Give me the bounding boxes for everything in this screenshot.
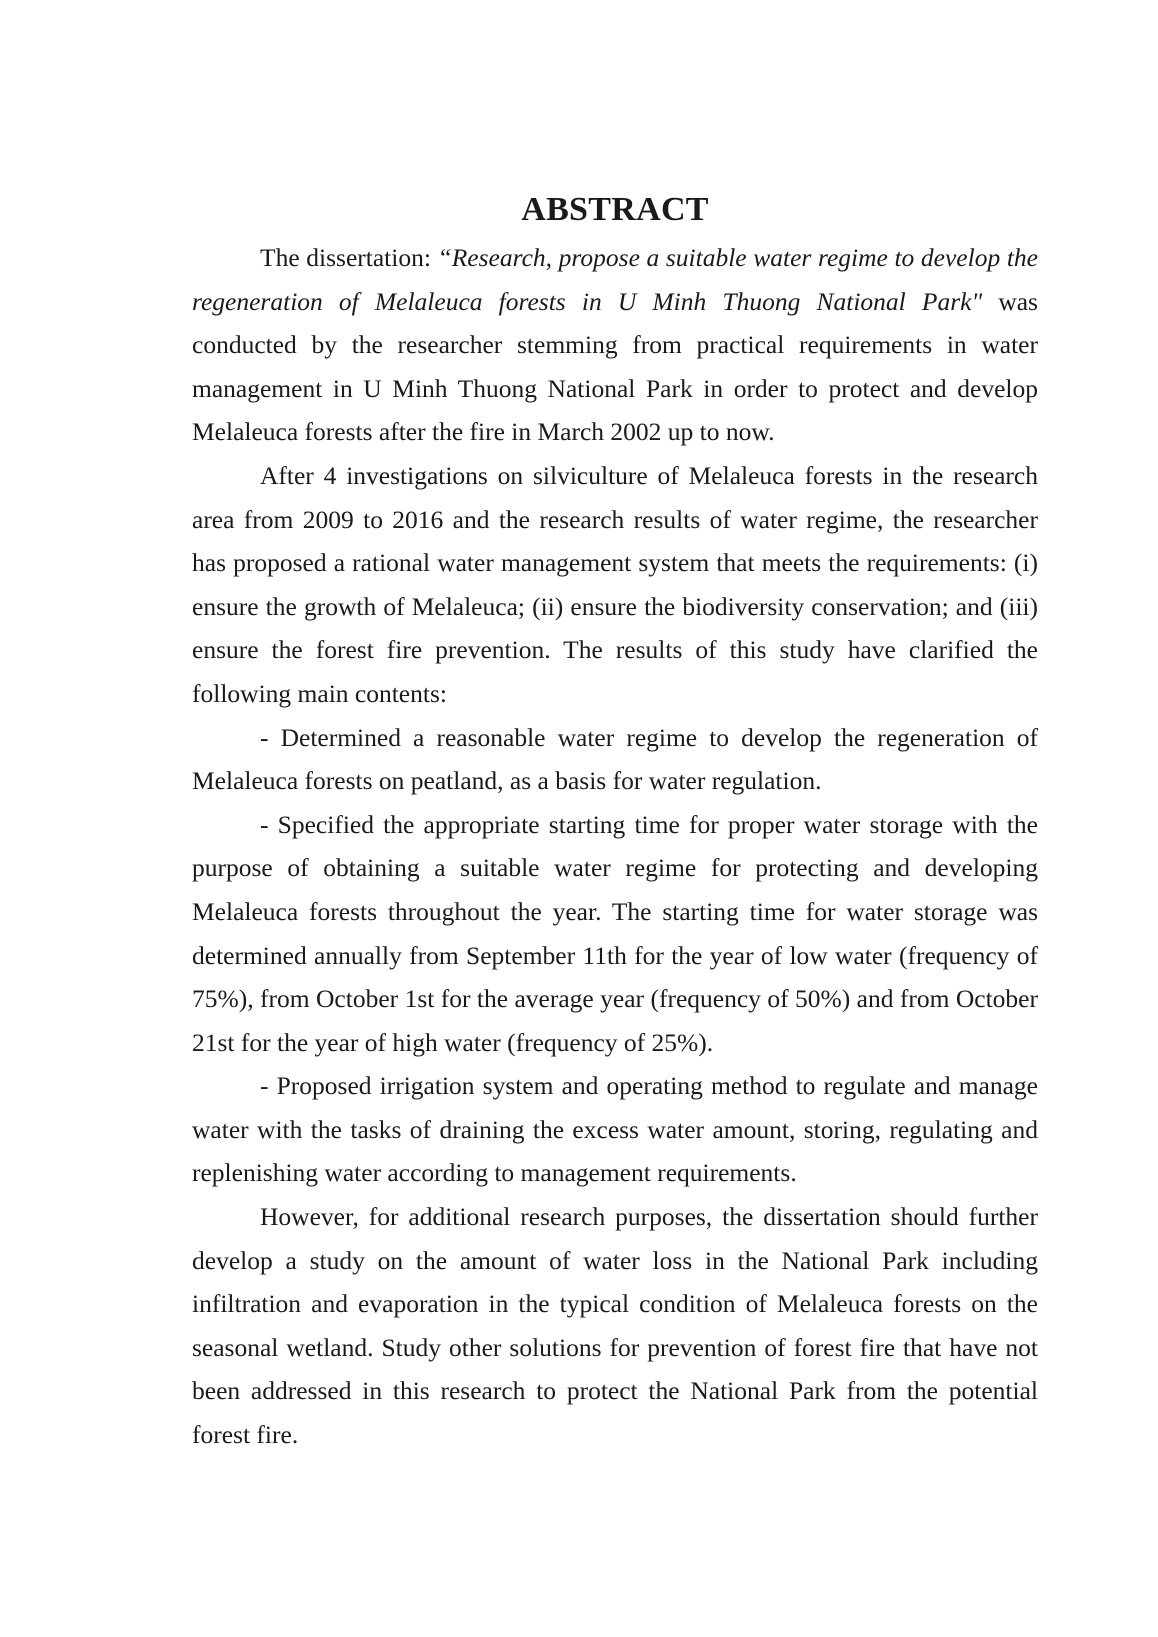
paragraph-investigations: After 4 investigations on silviculture of Melaleuca forests in the research area from 2009 to 2016 and the research results of water regime, the researcher has proposed a rational water management system that meets the requirements: (i) ensure the growth of Melaleuca; (ii) ensure the biodiversity conservation; and (iii) ensure the forest fire prevention. The results of this study have clarified the following main contents: [192, 460, 1038, 708]
paragraph-water-storage: - Specified the appropriate starting time for proper water storage with the purpose of obtaining a suitable water regime for protecting and developing Melaleuca forests throughout the year. The starting time for water storage was determined annually from September 11th for the year of low water (frequency of 75%), from October 1st for the average year (frequency of 50%) and from October 21st for the year of high water (frequency of 25%). [192, 809, 1038, 1057]
intro-rest: was conducted by the researcher stemming from practical requirements in water management in U Minh Thuong National Park in order to protect and develop Melaleuca forests after the fire in March 2002 up to now. [192, 286, 1038, 447]
paragraph-irrigation: - Proposed irrigation system and operating method to regulate and manage water with the tasks of draining the excess water amount, storing, regulating and replenishing water according to management requirements. [192, 1071, 1038, 1188]
page-title: ABSTRACT [521, 191, 709, 228]
paragraph-further-research: However, for additional research purposes, the dissertation should further develop a study on the amount of water loss in the National Park including infiltration and evaporation in the typical condition of Melaleuca forests on the seasonal wetland. Study other solutions for prevention of forest fire that have not been addressed in this research to protect the National Park from the potential forest fire. [192, 1202, 1038, 1450]
dissertation-title: “Research, propose a suitable water regime to develop the regeneration of Melaleuca forests in U Minh Thuong National Park" [192, 243, 1038, 316]
paragraph-water-regime: - Determined a reasonable water regime to develop the regeneration of Melaleuca forests on peatland, as a basis for water regulation. [192, 722, 1038, 796]
abstract-page [192, 190, 1038, 1457]
intro-paragraph [192, 236, 1038, 454]
intro-lead: The dissertation: [260, 243, 438, 272]
